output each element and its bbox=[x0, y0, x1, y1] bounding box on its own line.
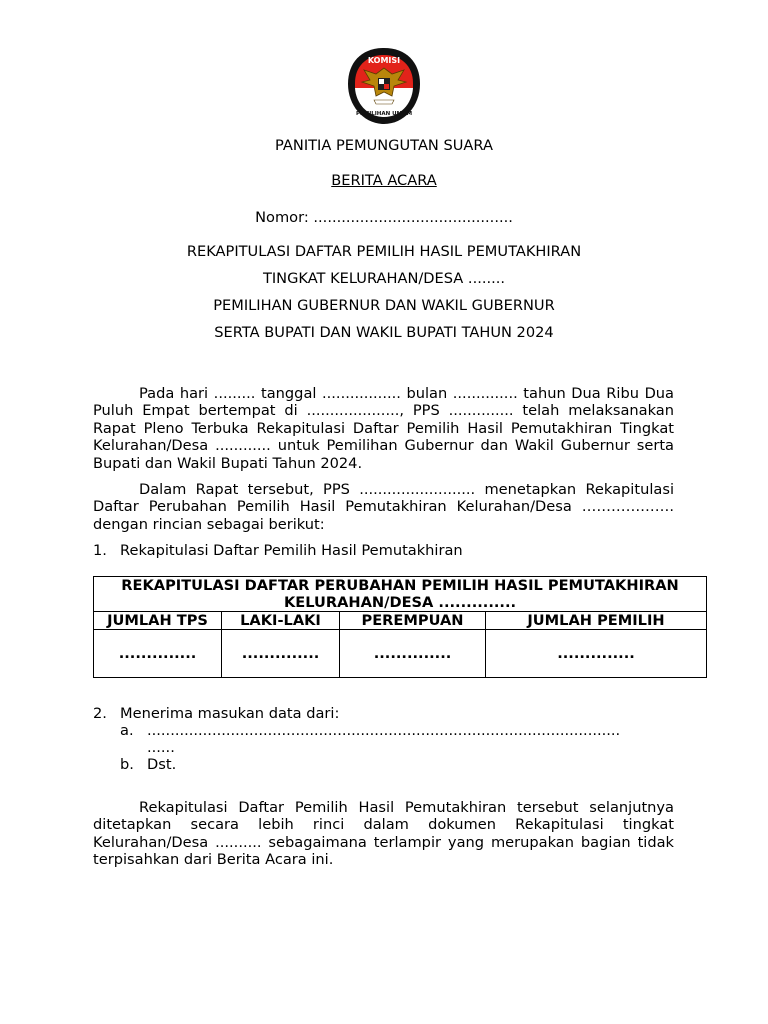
svg-text:PEMILIHAN UMUM: PEMILIHAN UMUM bbox=[355, 111, 413, 117]
table-cell-tps: .............. bbox=[94, 630, 222, 678]
table-title-line-2: KELURAHAN/DESA .............. bbox=[283, 594, 517, 611]
sub-item-a-label: a. bbox=[120, 722, 134, 739]
table-row bbox=[94, 630, 707, 678]
table-title-cell bbox=[94, 577, 707, 612]
paragraph-closing-text: Rekapitulasi Daftar Pemilih Hasil Pemutakhiran tersebut selanjutnya ditetapkan secara lebih rinci dalam dokumen Rekapitulasi tingkat Kelurahan/Desa .......... sebagaimana terlampir yang merupakan bagian tidak terpisahkan dari Berita Acara ini. bbox=[93, 799, 674, 869]
list-item-2-text: Menerima masukan data dari: bbox=[120, 705, 340, 722]
table-header-row bbox=[94, 612, 707, 630]
list-item-2-number: 2. bbox=[93, 705, 107, 722]
table-header-female: PEREMPUAN bbox=[340, 612, 486, 630]
sub-item-a-line-1: ...................................................................................................... bbox=[147, 722, 621, 739]
list-item-1-number: 1. bbox=[93, 542, 107, 559]
paragraph-opening bbox=[93, 385, 674, 472]
kpu-logo-icon bbox=[346, 46, 422, 126]
title-line-1: REKAPITULASI DAFTAR PEMILIH HASIL PEMUTAKHIRAN bbox=[186, 243, 582, 260]
table-title-row bbox=[94, 577, 707, 612]
paragraph-meeting-text: Dalam Rapat tersebut, PPS ......................... menetapkan Rekapitulasi Daftar Perubahan Pemilih Hasil Pemutakhiran Kelurahan/Desa ………………. dengan rincian sebagai berikut: bbox=[93, 481, 674, 533]
table-title-line-1: REKAPITULASI DAFTAR PERUBAHAN PEMILIH HASIL PEMUTAKHIRAN bbox=[121, 577, 679, 594]
title-line-4: SERTA BUPATI DAN WAKIL BUPATI TAHUN 2024 bbox=[214, 324, 554, 341]
document-number: Nomor: ........................................... bbox=[255, 209, 513, 226]
sub-item-a-line-2: ...... bbox=[147, 739, 175, 756]
table-cell-male: .............. bbox=[222, 630, 340, 678]
table-cell-female: .............. bbox=[340, 630, 486, 678]
document-type-label: BERITA ACARA bbox=[331, 172, 437, 189]
title-line-2: TINGKAT KELURAHAN/DESA ........ bbox=[262, 270, 506, 287]
list-item-1-text: Rekapitulasi Daftar Pemilih Hasil Pemutakhiran bbox=[120, 542, 463, 559]
committee-name: PANITIA PEMUNGUTAN SUARA bbox=[275, 137, 493, 154]
document-type bbox=[0, 172, 768, 190]
paragraph-opening-text: Pada hari ......... tanggal ................. bulan .............. tahun Dua Ribu Dua Puluh Empat bertempat di ...................., PPS .............. telah melaksanakan Rapat Pleno Terbuka Rekapitulasi Daftar Pemilih Hasil Pemutakhiran Tingkat Kelurahan/Desa ............ untuk Pemilihan Gubernur dan Wakil Gubernur serta Bupati dan Wakil Bupati Tahun 2024. bbox=[93, 385, 674, 472]
table-header-male: LAKI-LAKI bbox=[222, 612, 340, 630]
title-line-3: PEMILIHAN GUBERNUR DAN WAKIL GUBERNUR bbox=[213, 297, 555, 314]
recap-table bbox=[93, 576, 707, 678]
paragraph-closing bbox=[93, 799, 674, 869]
svg-text:KOMISI: KOMISI bbox=[367, 56, 401, 65]
sub-item-b-text: Dst. bbox=[147, 756, 177, 773]
table-header-tps: JUMLAH TPS bbox=[94, 612, 222, 630]
table-header-total: JUMLAH PEMILIH bbox=[486, 612, 707, 630]
table-cell-total: .............. bbox=[486, 630, 707, 678]
paragraph-meeting bbox=[93, 481, 674, 533]
sub-item-b-label: b. bbox=[120, 756, 134, 773]
